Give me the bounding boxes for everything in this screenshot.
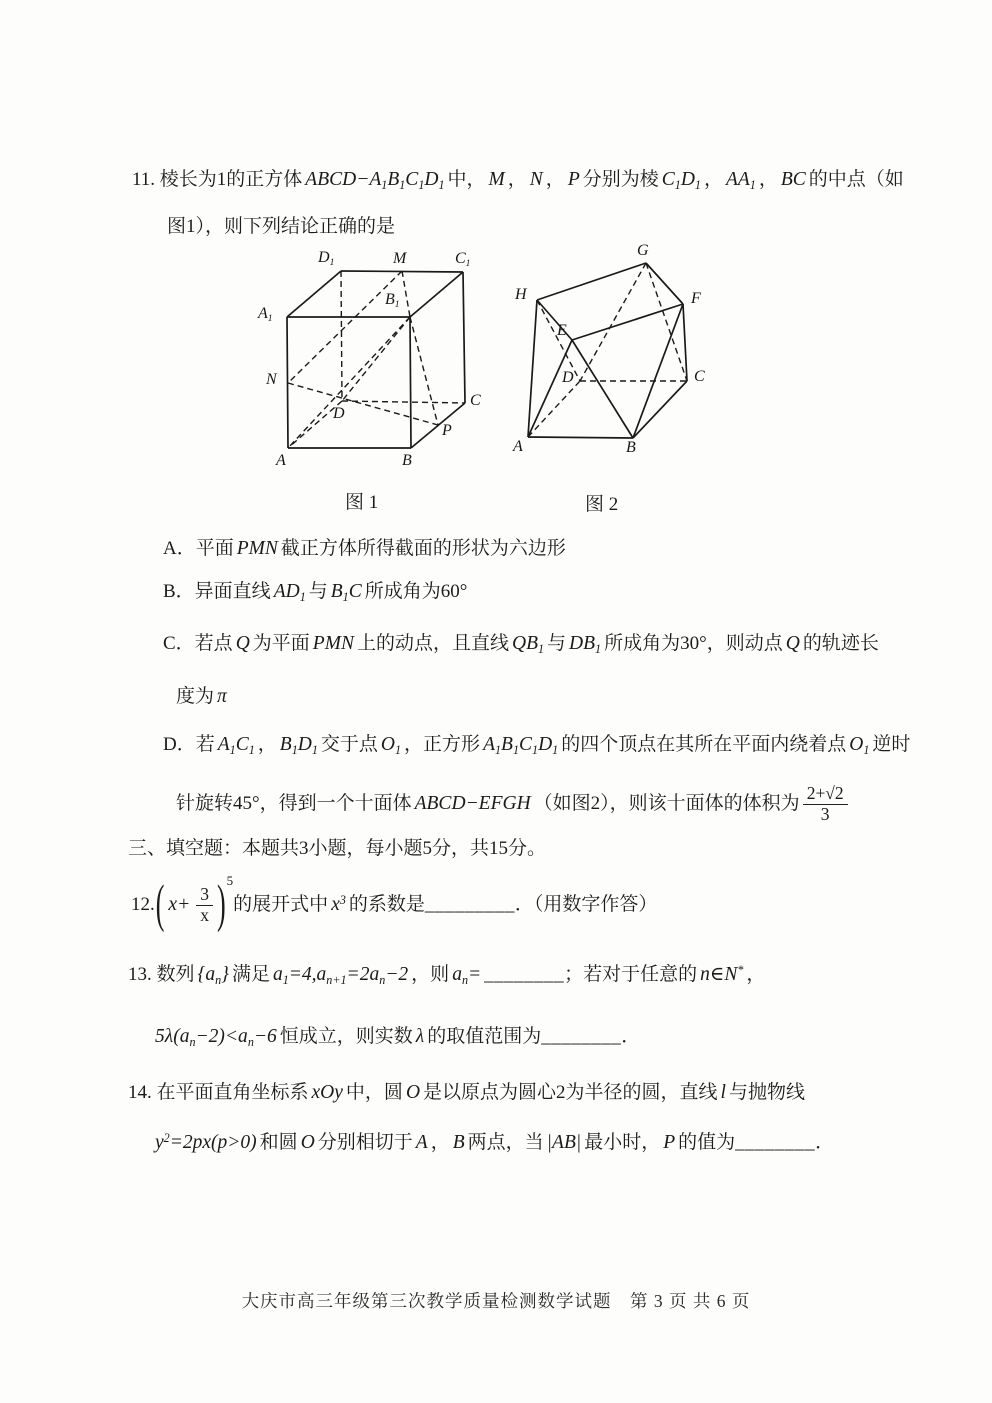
- fig1-label-b1: $B_1$: [385, 291, 400, 310]
- fig2-label-h: H: [515, 286, 527, 303]
- fig1-label-a1: $A_1$: [258, 305, 273, 324]
- question-11-option-d-line-2: 针旋转45°，得到一个十面体 ABCD−EFGH （如图2），则该十面体的体积为 $\frac{2+√2}{3}$: [176, 778, 851, 830]
- fig2-label-b: B: [626, 439, 636, 456]
- question-11-line-2: 图1），则下列结论正确的是: [167, 216, 396, 237]
- fig2-label-g: G: [637, 242, 649, 259]
- question-11-line-1: 11. 棱长为1的正方体 $ABCD-A_1B_1C_1D_1$ 中， M ， N ， P 分别为棱 $C_1D_1$ ， $AA_1$ ， BC 的中点（如: [132, 169, 904, 192]
- figure-1-caption: 图 1: [345, 492, 379, 513]
- figure-1-cube-diagram: [250, 243, 500, 483]
- question-11-option-d-line-1: D．若 $A_1C_1$ ， $B_1D_1$ 交于点 $O_1$ ，正方形 $A_1B_1C_1D_1$ 的四个顶点在其所在平面内绕着点 $O_1$ 逆时: [163, 734, 911, 757]
- fig1-label-c1: $C_1$: [455, 250, 471, 269]
- page-footer: 大庆市高三年级第三次教学质量检测数学试题 第 3 页 共 6 页: [241, 1291, 751, 1311]
- fig1-label-c: C: [470, 392, 481, 409]
- fig1-label-p: P: [442, 422, 452, 439]
- question-13-line-2: $5\lambda(a_n-2)<a_n-6$ 恒成立，则实数 λ 的取值范围为________．: [155, 1026, 641, 1049]
- section-3-header: 三、填空题：本题共3小题，每小题5分，共15分。: [128, 838, 547, 859]
- question-13-line-1: 13. 数列 $\{a_n\}$ 满足 $a_1=4,a_{n+1}=2a_n-2$ ，则 $a_n=$ ________；若对于任意的 n∈N* ，: [128, 963, 766, 987]
- fig1-label-d1: $D_1$: [318, 249, 335, 268]
- fig1-label-n: N: [266, 371, 277, 388]
- fig2-label-d: D: [562, 369, 574, 386]
- question-14-line-1: 14. 在平面直角坐标系 xOy 中，圆 O 是以原点为圆心2为半径的圆，直线 l 与抛物线: [128, 1082, 805, 1103]
- fig2-label-c: C: [694, 368, 705, 385]
- figure-2-decahedron-diagram: [505, 242, 720, 457]
- figure-2-svg: [505, 242, 720, 457]
- question-11-option-b: B．异面直线 $AD_1$ 与 $B_1C$ 所成角为60°: [163, 581, 468, 604]
- figure-2-caption: 图 2: [585, 494, 619, 515]
- question-12: 12. ( x+ $\frac{3}{x}$ ) 5 的展开式中 $x^3$ 的系数是 _________ ．（用数字作答）: [131, 872, 658, 934]
- fig2-label-e: E: [557, 322, 567, 339]
- question-11-option-a: A．平面 PMN 截正方体所得截面的形状为六边形: [163, 538, 566, 559]
- question-11-option-c-line-2: 度为 π: [176, 686, 227, 707]
- question-14-line-2: $y^2=2px(p>0)$ 和圆 O 分别相切于 A ， B 两点，当 |AB| 最小时， P 的值为________．: [155, 1131, 835, 1153]
- figure-1-svg: [250, 243, 500, 483]
- fig2-label-f: F: [691, 290, 701, 307]
- fig1-label-b: B: [402, 452, 412, 469]
- question-11-option-c-line-1: C．若点 Q 为平面 PMN 上的动点，且直线 $QB_1$ 与 $DB_1$ 所成角为30°，则动点 Q 的轨迹长: [163, 633, 879, 656]
- fig1-label-m: M: [393, 250, 407, 267]
- fig1-label-a: A: [276, 452, 286, 469]
- fig1-label-d: D: [333, 405, 345, 422]
- fig2-label-a: A: [513, 438, 523, 455]
